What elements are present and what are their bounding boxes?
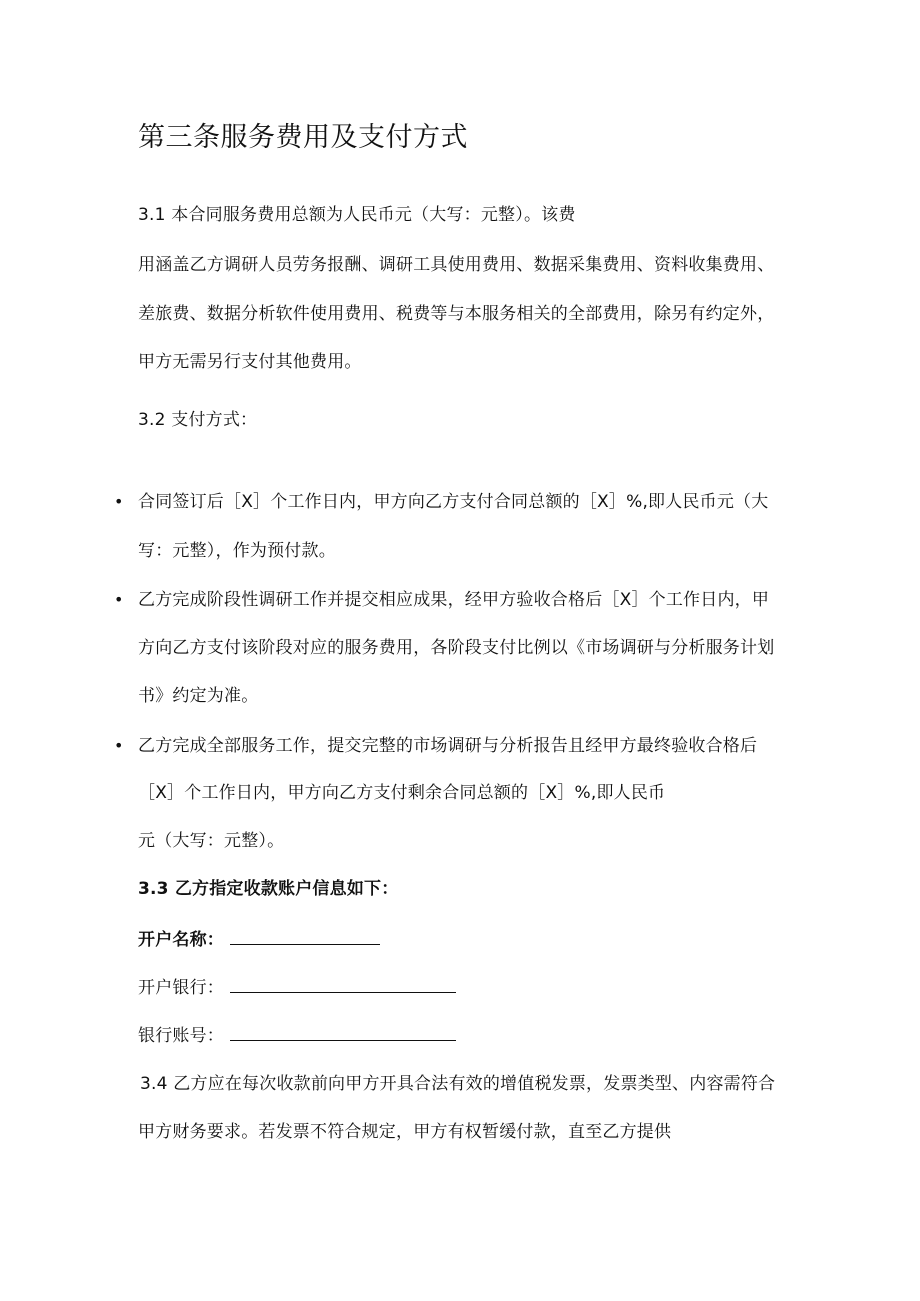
bullet-marker: • — [114, 590, 124, 609]
payment-item-2-line-1: 乙方完成阶段性调研工作并提交相应成果，经甲方验收合格后［X］个工作日内，甲 — [138, 590, 770, 610]
clause-3-4-line-1: 3.4 乙方应在每次收款前向甲方开具合法有效的增值税发票，发票类型、内容需符合 — [140, 1074, 776, 1094]
account-name-row — [138, 926, 380, 952]
payment-item-3-line-1: 乙方完成全部服务工作，提交完整的市场调研与分析报告且经甲方最终验收合格后 — [138, 736, 758, 756]
clause-3-3-heading: 3.3 乙方指定收款账户信息如下： — [138, 879, 399, 899]
clause-3-1-line-1: 3.1 本合同服务费用总额为人民币元（大写：元整）。该费 — [138, 205, 576, 225]
payment-item-1-line-2: 写：元整），作为预付款。 — [138, 541, 336, 561]
clause-3-2-heading: 3.2 支付方式： — [138, 410, 258, 430]
account-name-field[interactable] — [230, 926, 380, 945]
bank-name-label: 开户银行： — [138, 978, 224, 998]
section-title: 第三条服务费用及支付方式 — [138, 122, 468, 153]
bullet-marker: • — [114, 736, 124, 755]
account-name-label: 开户名称： — [138, 930, 224, 950]
account-number-label: 银行账号： — [138, 1026, 224, 1046]
bank-name-field[interactable] — [230, 974, 456, 993]
payment-item-3-line-2: ［X］个工作日内，甲方向乙方支付剩余合同总额的［X］%,即人民币 — [138, 783, 666, 803]
account-number-field[interactable] — [230, 1022, 456, 1041]
clause-3-1-line-2: 用涵盖乙方调研人员劳务报酬、调研工具使用费用、数据采集费用、资料收集费用、 — [138, 255, 775, 275]
payment-item-2-line-2: 方向乙方支付该阶段对应的服务费用，各阶段支付比例以《市场调研与分析服务计划 — [138, 638, 775, 658]
payment-item-3-line-3: 元（大写：元整）。 — [138, 831, 285, 851]
bank-name-row — [138, 974, 456, 1000]
bullet-marker: • — [114, 492, 124, 511]
clause-3-1-line-4: 甲方无需另行支付其他费用。 — [138, 352, 362, 372]
payment-item-2-line-3: 书》约定为准。 — [138, 686, 259, 706]
clause-3-1-line-3: 差旅费、数据分析软件使用费用、税费等与本服务相关的全部费用，除另有约定外， — [138, 304, 775, 324]
clause-3-4-line-2: 甲方财务要求。若发票不符合规定，甲方有权暂缓付款，直至乙方提供 — [138, 1122, 672, 1142]
payment-item-1-line-1: 合同签订后［X］个工作日内，甲方向乙方支付合同总额的［X］%,即人民币元（大 — [138, 492, 769, 512]
account-number-row — [138, 1022, 456, 1048]
